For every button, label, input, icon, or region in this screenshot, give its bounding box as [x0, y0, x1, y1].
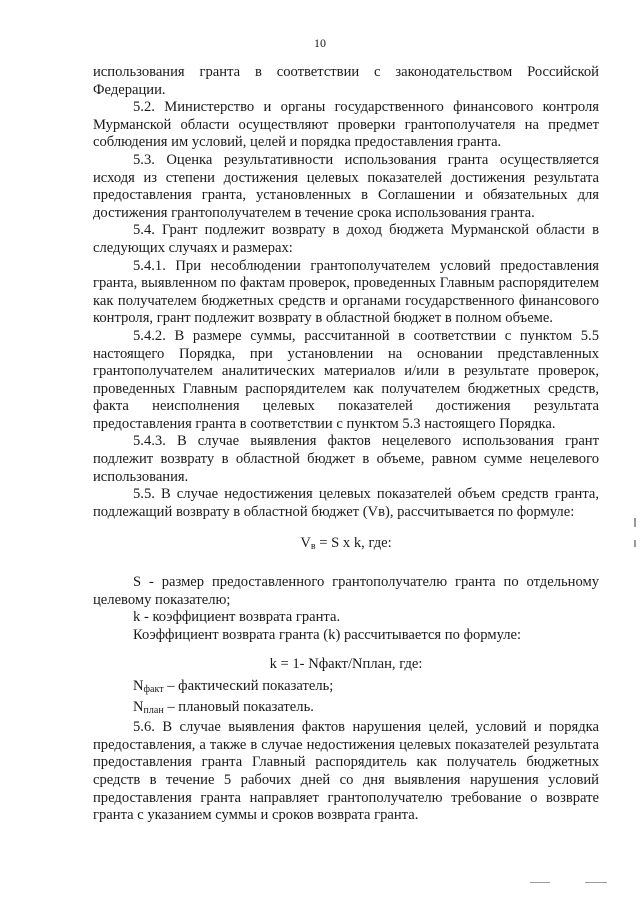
scan-mark-right-lower [634, 540, 636, 547]
formula-coefficient: k = 1- Nфакт/Nплан, где: [269, 656, 423, 673]
scan-mark-bottom-1 [530, 882, 550, 883]
paragraph-5-4-3: 5.4.3. В случае выявления фактов нецелевого использования грант подлежит возврату в областной бюджет в объеме, равном сумме нецелевого использования. [93, 433, 599, 485]
formula-volume-subscript: в [310, 541, 316, 553]
formula-volume-symbol: V [300, 535, 311, 552]
definition-s: S - размер предоставленного грантополучателю гранта по отдельному целевому показателю; [93, 574, 599, 608]
scan-mark-right-upper [634, 518, 636, 527]
definition-n-plan [93, 699, 599, 720]
paragraph-5-6: 5.6. В случае выявления фактов нарушения целей, условий и порядка предоставления, а также в случае недостижения целевых показателей результата предоставления гранта Главный распорядитель как получатель бюджетных средств в течение 5 рабочих дней со дня выявления нарушения условий предоставления гранта направляет грантополучателю требование о возврате гранта с указанием суммы и сроков возврата гранта. [93, 719, 599, 824]
paragraph-5-3: 5.3. Оценка результативности использования гранта осуществляется исходя из степени достижения целевых показателей достижения результата предоставления гранта, установленных в Соглашении и обязательных для достижения грантополучателем в течение срока использования гранта. [93, 151, 599, 221]
scan-mark-bottom-2 [585, 882, 607, 883]
page-number: 10 [314, 36, 326, 50]
definition-k-formula-intro: Коэффициент возврата гранта (k) рассчитывается по формуле: [133, 626, 522, 643]
paragraph-5-4-2: 5.4.2. В размере суммы, рассчитанной в соответствии с пунктом 5.5 настоящего Порядка, при установлении на основании представленных грантополучателем аналитических материалов и/или в результате проверок, проведенных Главным распорядителем как получателем бюджетных средств, факта неисполнения целевых показателей достижения результата предоставления гранта в соответствии с пунктом 5.3 настоящего Порядка. [93, 327, 599, 432]
document-body [93, 64, 599, 825]
paragraph-5-4: 5.4. Грант подлежит возврату в доход бюджета Мурманской области в следующих случаях и размерах: [93, 222, 599, 256]
formula-volume-expression: = S x k, где: [315, 535, 392, 552]
paragraph-5-4-1: 5.4.1. При несоблюдении грантополучателем условий предоставления гранта, выявленном по фактам проверок, проведенных Главным распорядителем как получателем бюджетных средств и органами государственного финансового контроля, грант подлежит возврату в областной бюджет в полном объеме. [93, 257, 599, 327]
definition-n-fact-symbol: N [133, 678, 144, 694]
formula-volume [93, 535, 599, 556]
definition-n-fact [93, 678, 599, 699]
definition-k: k - коэффициент возврата гранта. [133, 609, 341, 626]
definition-n-plan-text: – плановый показатель. [163, 698, 314, 715]
paragraph-5-5: 5.5. В случае недостижения целевых показателей объем средств гранта, подлежащий возврату в областной бюджет (Vв), рассчитывается по формуле: [93, 486, 599, 520]
definition-n-fact-text: – фактический показатель; [163, 678, 334, 694]
definition-n-fact-subscript: факт [143, 684, 164, 695]
paragraph-continuation: использования гранта в соответствии с законодательством Российской Федерации. [93, 64, 599, 98]
paragraph-5-2: 5.2. Министерство и органы государственного финансового контроля Мурманской области осуществляют проверки грантополучателя на предмет соблюдения им условий, целей и порядка предоставления гранта. [93, 99, 599, 151]
definition-n-plan-subscript: план [143, 704, 164, 716]
definition-n-plan-symbol: N [133, 698, 144, 715]
